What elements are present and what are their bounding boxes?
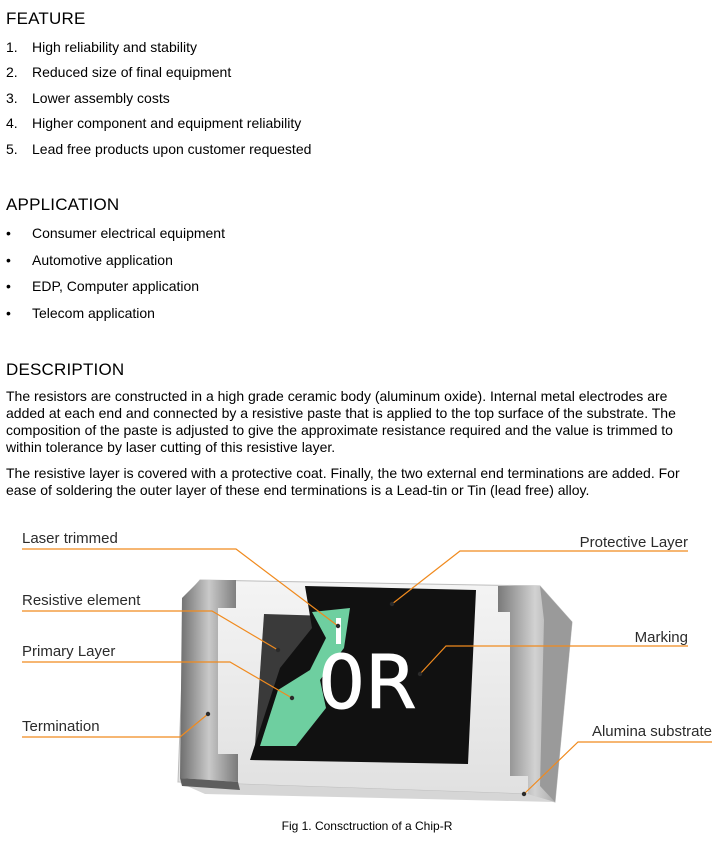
feature-item xyxy=(6,141,311,157)
feature-item xyxy=(6,64,231,80)
bullet: • xyxy=(6,225,11,241)
application-heading: APPLICATION xyxy=(6,195,120,214)
label-termination: Termination xyxy=(22,718,100,735)
figure-caption: Fig 1. Consctruction of a Chip-R xyxy=(281,819,453,833)
feature-item-text: Reduced size of final equipment xyxy=(32,64,232,80)
list-number: 5. xyxy=(6,141,18,157)
feature-item xyxy=(6,39,197,55)
label-marking: Marking xyxy=(634,629,688,646)
list-number: 2. xyxy=(6,64,18,80)
application-item xyxy=(6,278,199,294)
chip-resistor-diagram xyxy=(0,520,726,820)
label-resistive-element: Resistive element xyxy=(22,592,141,609)
application-item-text: EDP, Computer application xyxy=(32,278,200,294)
description-heading: DESCRIPTION xyxy=(6,360,125,379)
paragraph-line: added at each end and connected by a resistive paste that is applied to the top surface of the substrate. The xyxy=(6,405,676,421)
paragraph-line: The resistors are constructed in a high grade ceramic body (aluminum oxide). Internal metal electrodes are xyxy=(6,388,668,404)
label-laser-trimmed: Laser trimmed xyxy=(22,530,118,547)
description-paragraph-2 xyxy=(6,465,726,499)
feature-item-text: Higher component and equipment reliability xyxy=(32,115,302,131)
bullet: • xyxy=(6,305,11,321)
application-item-text: Automotive application xyxy=(32,252,173,268)
feature-heading: FEATURE xyxy=(6,9,86,28)
list-number: 3. xyxy=(6,90,18,106)
paragraph-line: within tolerance by laser cutting of this resistive layer. xyxy=(6,439,336,455)
label-primary-layer: Primary Layer xyxy=(22,643,116,660)
chip-marking: 0R xyxy=(318,640,417,726)
feature-item xyxy=(6,115,301,131)
application-item xyxy=(6,225,225,241)
feature-item-text: High reliability and stability xyxy=(32,39,197,55)
paragraph-line: The resistive layer is covered with a protective coat. Finally, the two external end terminations are added. For xyxy=(6,465,680,481)
paragraph-line: ease of soldering the outer layer of these end terminations is a Lead-tin or Tin (lead free) alloy. xyxy=(6,482,590,498)
bullet: • xyxy=(6,252,11,268)
label-protective-layer: Protective Layer xyxy=(579,534,688,551)
application-item-text: Consumer electrical equipment xyxy=(32,225,225,241)
feature-item-text: Lead free products upon customer requested xyxy=(32,141,312,157)
feature-item xyxy=(6,90,170,106)
bullet: • xyxy=(6,278,11,294)
list-number: 1. xyxy=(6,39,18,55)
description-paragraph-1 xyxy=(6,388,726,456)
label-alumina-substrate: Alumina substrate xyxy=(591,723,712,740)
application-item xyxy=(6,252,173,268)
feature-item-text: Lower assembly costs xyxy=(32,90,170,106)
paragraph-line: composition of the paste is adjusted to give the approximate resistance required and the value is trimmed to xyxy=(6,422,673,438)
application-item-text: Telecom application xyxy=(32,305,155,321)
list-number: 4. xyxy=(6,115,18,131)
application-item xyxy=(6,305,155,321)
